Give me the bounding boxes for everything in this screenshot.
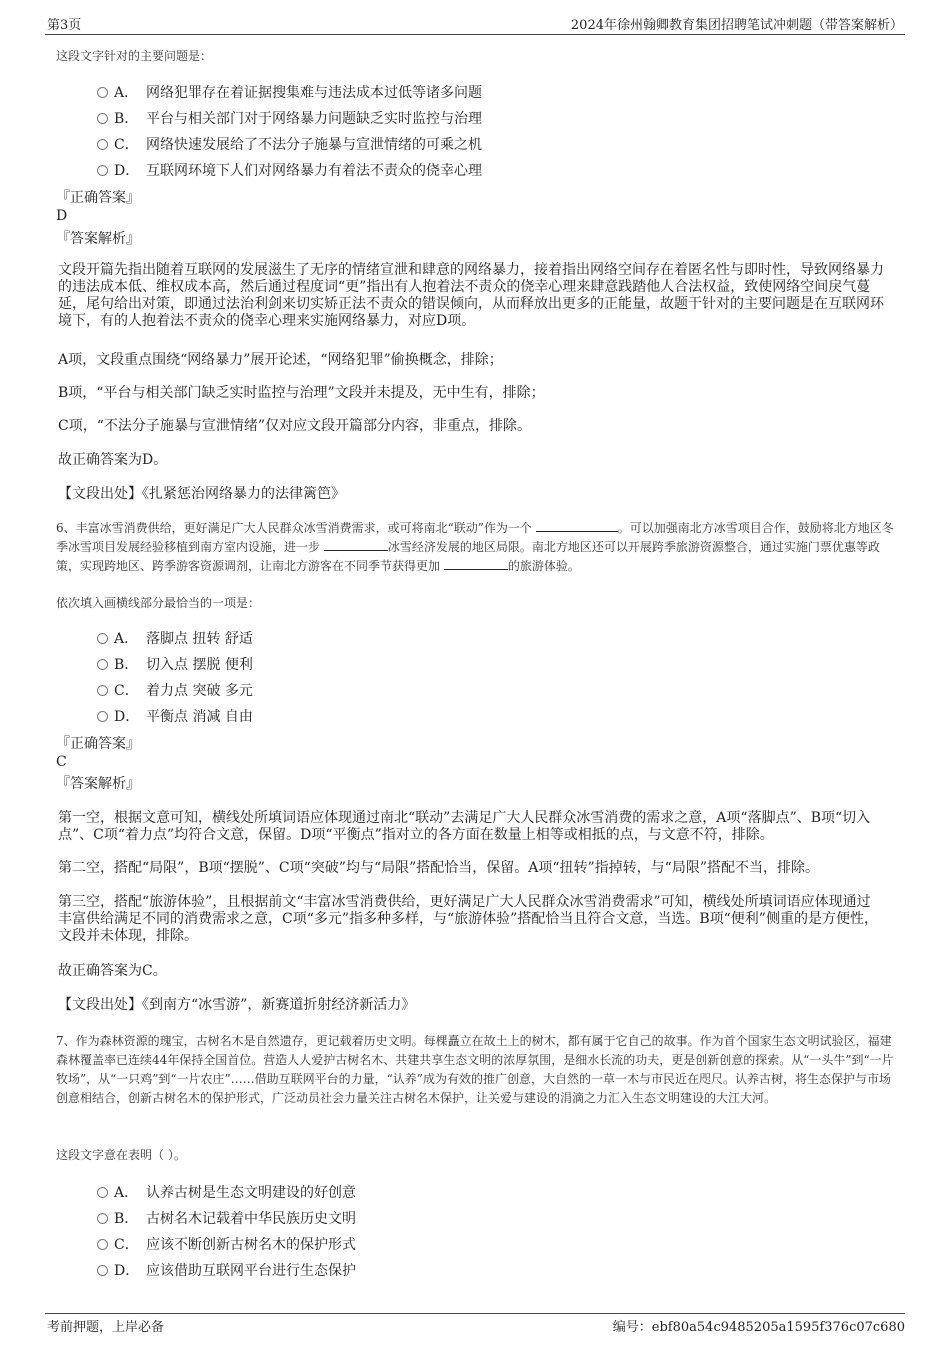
q5-answer: D [56, 208, 68, 224]
radio-icon[interactable] [97, 87, 108, 98]
radio-icon[interactable] [97, 685, 108, 696]
radio-icon[interactable] [97, 139, 108, 150]
blank-3 [444, 557, 508, 570]
document-id: 编号：ebf80a54c9485205a1595f376c07c680 [612, 1320, 905, 1335]
q7-question: 这段文字意在表明（ ）。 [56, 1148, 186, 1162]
radio-icon[interactable] [97, 711, 108, 722]
q6-conclusion: 故正确答案为C。 [58, 963, 167, 979]
q6-analysis-first: 第一空，根据文意可知，横线处所填词语应体现通过南北“联动”去满足广大人民群众冰雪消费的需求之意，A项“落脚点”、B项“切入点”、C项“着力点”均符合文意，保留。D项“平衡点”指对立的各方面在数量上相等或相抵的点，与文意不符，排除。 [58, 810, 871, 843]
q6-option-d[interactable]: D． 平衡点 消减 自由 [97, 706, 253, 726]
footer-slogan: 考前押题，上岸必备 [47, 1320, 165, 1335]
radio-icon[interactable] [97, 113, 108, 124]
document-title: 2024年徐州翰卿教育集团招聘笔试冲刺题（带答案解析） [570, 18, 903, 33]
radio-icon[interactable] [97, 1265, 108, 1276]
q6-option-a[interactable]: A． 落脚点 扭转 舒适 [97, 628, 253, 648]
q6-answer: C [56, 754, 67, 770]
q5-source: 【文段出处】《扎紧惩治网络暴力的法律篱笆》 [58, 486, 345, 502]
q6-analysis-second: 第二空，搭配“局限”，B项“摆脱”、C项“突破”均与“局限”搭配恰当，保留。A项“扭转”指掉转，与“局限”搭配不当，排除。 [58, 860, 819, 876]
page-header [45, 12, 905, 35]
radio-icon[interactable] [97, 659, 108, 670]
q5-analysis-main: 文段开篇先指出随着互联网的发展滋生了无序的情绪宣泄和肆意的网络暴力，接着指出网络空间存在着匿名性与即时性，导致网络暴力的违法成本低、维权成本高，然后通过程度词“更”指出有人抱着法不责众的侥幸心理来肆意践踏他人合法权益，致使网络空间戾气蔓延，尾句给出对策，即通过法治利剑来切实矫正法不责众的错误倾向，从而释放出更多的正能量，故题干针对的主要问题是在互联网环境下，有的人抱着法不责众的侥幸心理来实施网络暴力，对应D项。 [58, 262, 884, 329]
blank-1 [536, 519, 618, 532]
radio-icon[interactable] [97, 1213, 108, 1224]
q6-option-b[interactable]: B． 切入点 摆脱 便利 [97, 654, 253, 674]
q7-option-d[interactable]: D． 应该借助互联网平台进行生态保护 [97, 1260, 356, 1280]
q5-option-d[interactable]: D． 互联网环境下人们对网络暴力有着法不责众的侥幸心理 [97, 160, 482, 180]
q5-analysis-c: C项，“不法分子施暴与宣泄情绪”仅对应文段开篇部分内容，非重点，排除。 [58, 418, 532, 434]
q5-analysis-label: 『答案解析』 [56, 231, 140, 247]
blank-2 [324, 538, 388, 551]
page-footer [45, 1313, 905, 1344]
q7-stem: 7、作为森林资源的瑰宝，古树名木是自然遗存，更记载着历史文明。每棵矗立在故土上的树木，都有属于它自己的故事。作为首个国家生态文明试验区，福建森林覆盖率已连续44年保持全国首位。营造人人爱护古树名木、共建共享生态文明的浓厚氛围，是细水长流的功夫，更是创新创意的探索。从“一头牛”到“一片牧场”，从“一只鸡”到“一片农庄”……借助互联网平台的力量，“认养”成为有效的推广创意，大自然的一草一木与市民近在咫尺。认养古树，将生态保护与市场创意相结合，创新古树名木的保护形式，广泛动员社会力量关注古树名木保护，让关爱与建设的涓滴之力汇入生态文明建设的大江大河。 [56, 1034, 894, 1105]
q5-option-b[interactable]: B． 平台与相关部门对于网络暴力问题缺乏实时监控与治理 [97, 108, 482, 128]
q6-analysis-third: 第三空，搭配“旅游体验”，且根据前文“丰富冰雪消费供给，更好满足广大人民群众冰雪消费需求”可知，横线处所填词语应体现通过丰富供给满足不同的消费需求之意，C项“多元”指多种多样，与“旅游体验”搭配恰当且符合文意，当选。B项“便利”侧重的是方便性，文段并未体现，排除。 [58, 894, 878, 944]
q7-option-c[interactable]: C． 应该不断创新古树名木的保护形式 [97, 1234, 356, 1254]
q6-correct-label: 『正确答案』 [56, 736, 140, 752]
radio-icon[interactable] [97, 633, 108, 644]
radio-icon[interactable] [97, 1187, 108, 1198]
q6-option-c[interactable]: C． 着力点 突破 多元 [97, 680, 253, 700]
q6-question: 依次填入画横线部分最恰当的一项是： [56, 596, 261, 610]
q5-option-c[interactable]: C． 网络快速发展给了不法分子施暴与宣泄情绪的可乘之机 [97, 134, 482, 154]
q6-source: 【文段出处】《到南方“冰雪游”，新赛道折射经济新活力》 [58, 997, 416, 1013]
q5-question: 这段文字针对的主要问题是： [56, 49, 213, 63]
q6-stem: 6、丰富冰雪消费供给，更好满足广大人民群众冰雪消费需求，或可将南北“联动”作为一个 。可以加强南北方冰雪项目合作，鼓励将北方地区冬季冰雪项目发展经验移植到南方室内设施，进一步 冰雪经济发展的地区局限。南北方地区还可以开展跨季旅游资源整合，通过实施门票优惠等政策，实现跨地区、跨季游客资源调剂，让南北方游客在不同季节获得更加 的旅游体验。 [56, 521, 894, 573]
q7-option-b[interactable]: B． 古树名木记载着中华民族历史文明 [97, 1208, 356, 1228]
q5-option-a[interactable]: A． 网络犯罪存在着证据搜集难与违法成本过低等诸多问题 [97, 82, 482, 102]
q7-option-a[interactable]: A． 认养古树是生态文明建设的好创意 [97, 1182, 356, 1202]
q6-analysis-label: 『答案解析』 [56, 776, 140, 792]
q5-correct-label: 『正确答案』 [56, 190, 140, 206]
q5-analysis-b: B项，“平台与相关部门缺乏实时监控与治理”文段并未提及，无中生有，排除； [58, 385, 545, 401]
radio-icon[interactable] [97, 165, 108, 176]
q5-conclusion: 故正确答案为D。 [58, 452, 168, 468]
page-number: 第3页 [47, 18, 82, 33]
q5-analysis-a: A项，文段重点围绕“网络暴力”展开论述，“网络犯罪”偷换概念，排除； [58, 352, 503, 368]
radio-icon[interactable] [97, 1239, 108, 1250]
